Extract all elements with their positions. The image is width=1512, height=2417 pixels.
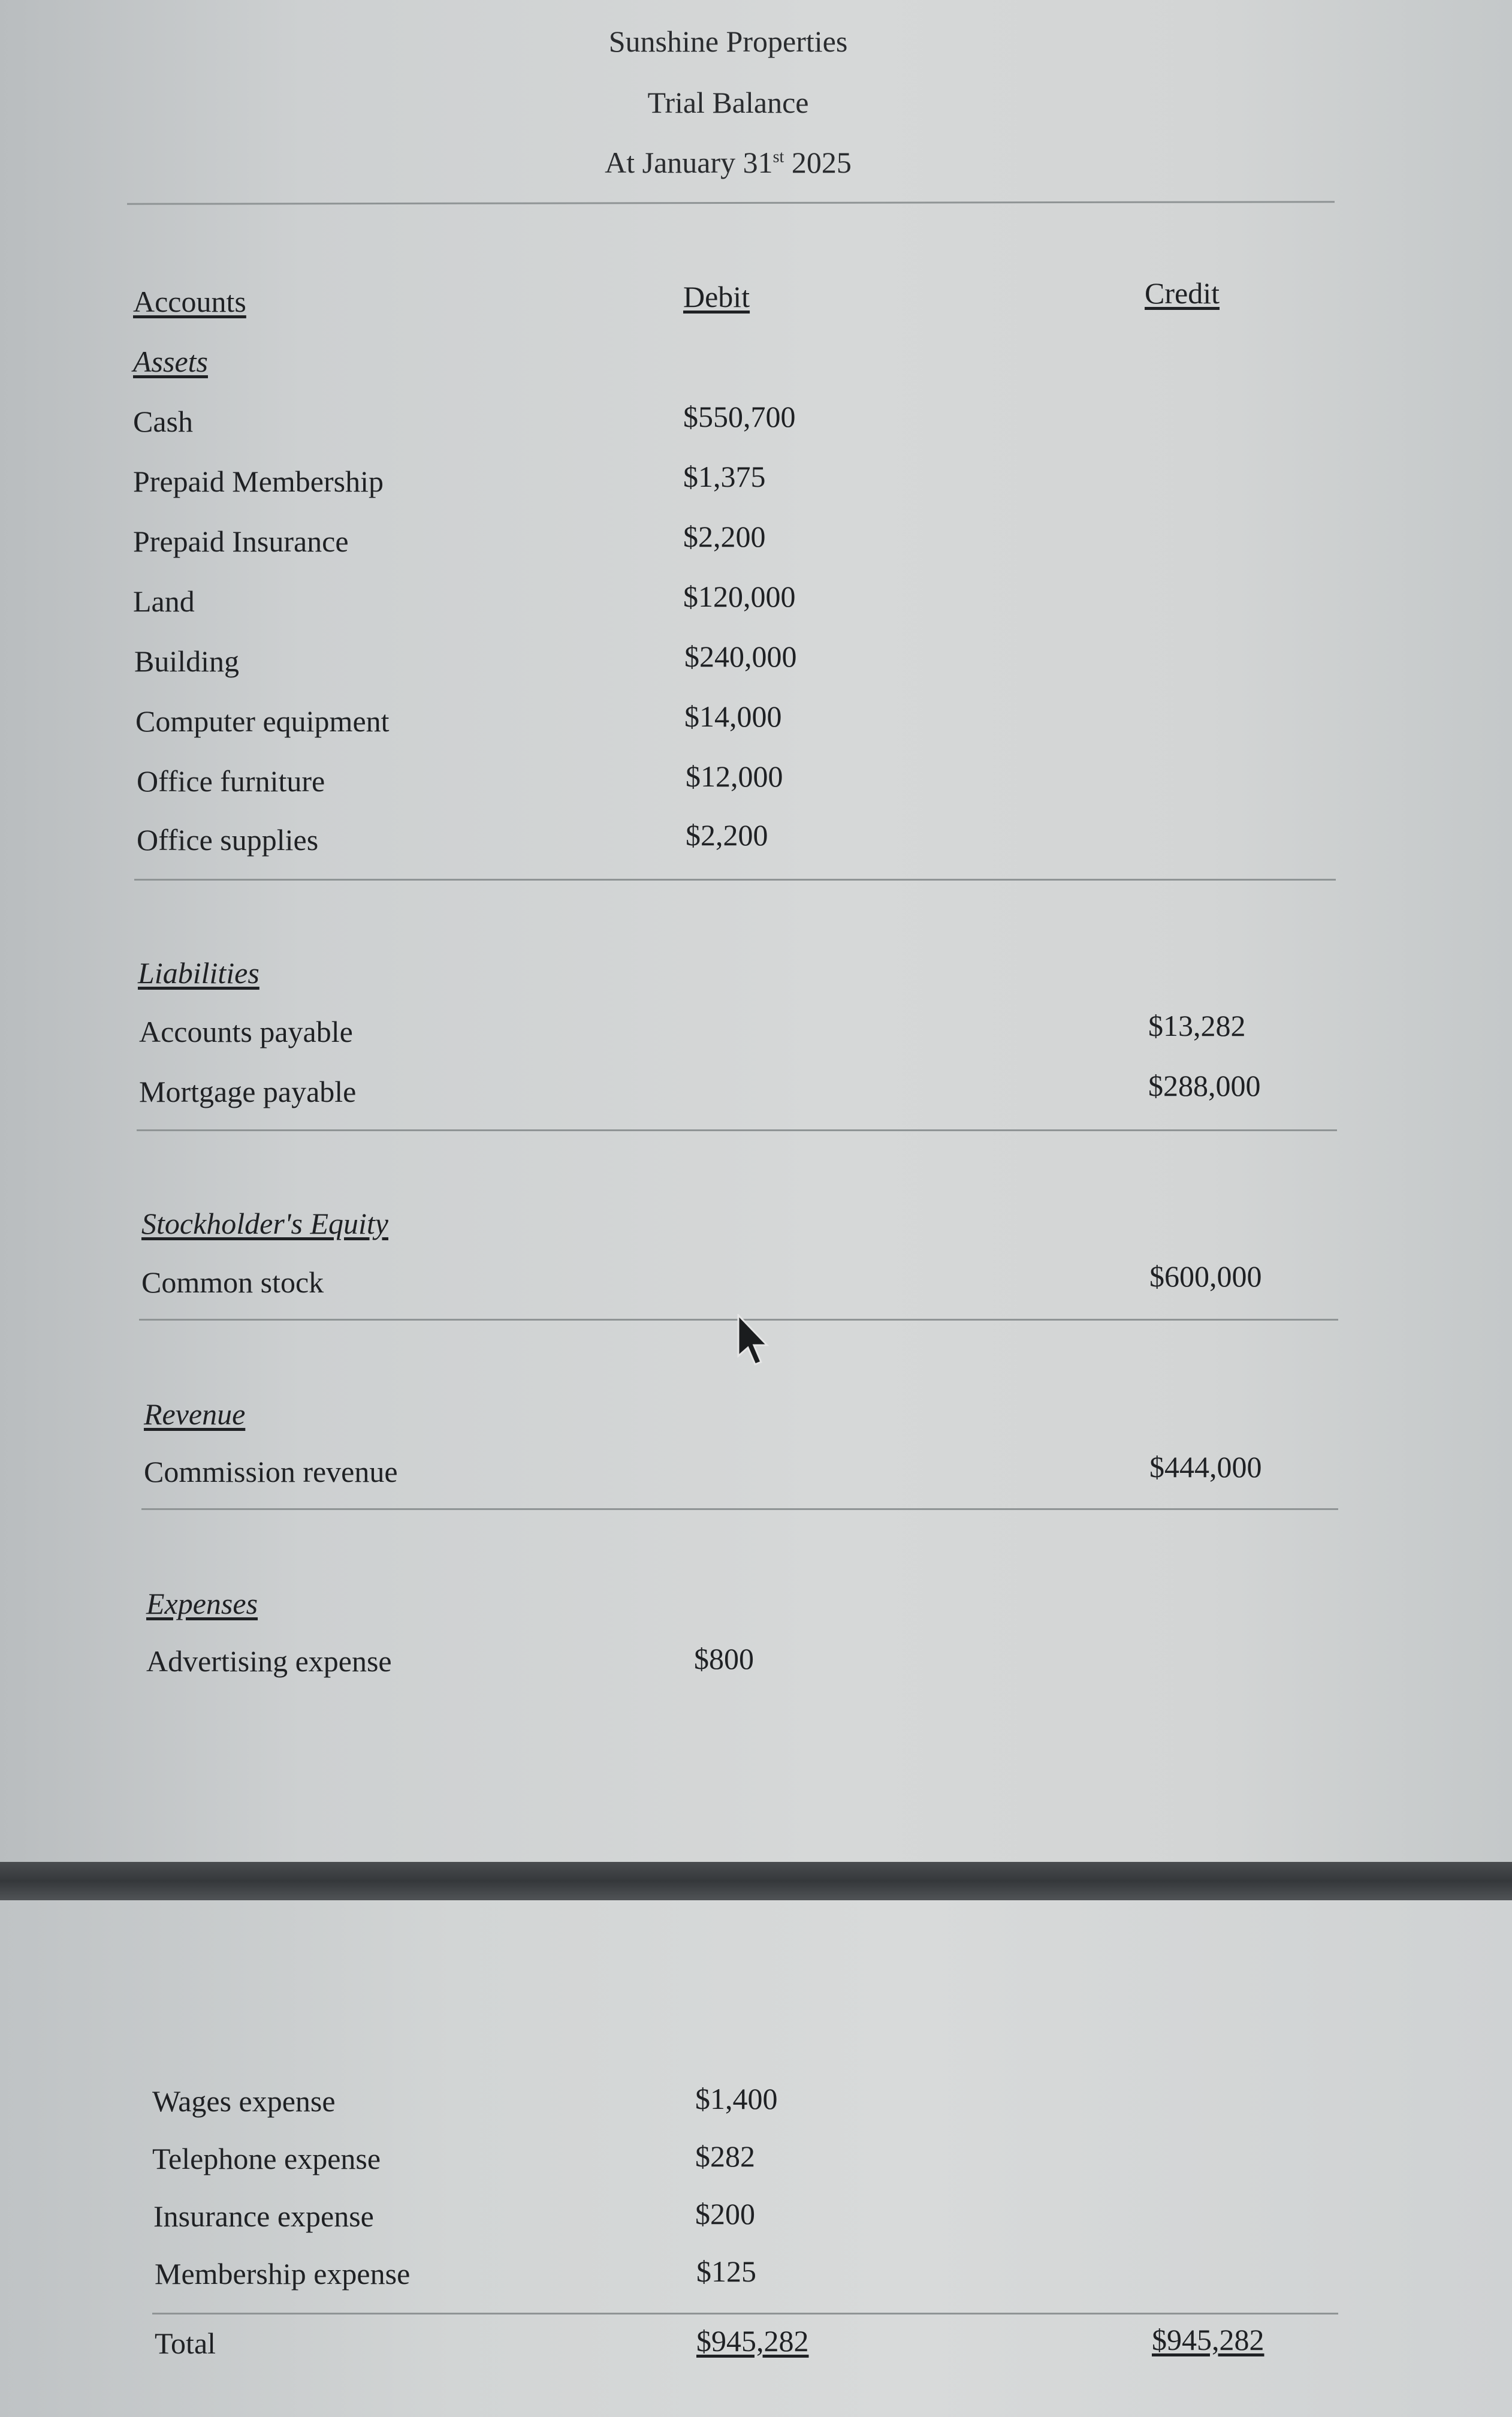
debit-value: $282 bbox=[695, 2139, 755, 2173]
credit-value: $288,000 bbox=[1148, 1069, 1261, 1102]
table-row-label: Prepaid Insurance bbox=[133, 525, 349, 558]
debit-value: $2,200 bbox=[686, 818, 768, 852]
debit-value: $800 bbox=[694, 1642, 754, 1675]
credit-value: $600,000 bbox=[1149, 1259, 1262, 1293]
table-row-label: Common stock bbox=[141, 1265, 324, 1299]
report-date: At January 31st 2025 bbox=[605, 146, 852, 179]
debit-value: $2,200 bbox=[683, 520, 766, 553]
credit-value: $444,000 bbox=[1149, 1450, 1262, 1484]
revenue-section-title: Revenue bbox=[144, 1397, 246, 1431]
debit-value: $1,400 bbox=[695, 2082, 778, 2115]
debit-value: $550,700 bbox=[683, 400, 796, 433]
screen-divider bbox=[0, 1862, 1512, 1900]
table-row-label: Prepaid Membership bbox=[133, 465, 384, 498]
table-row-label: Land bbox=[133, 584, 195, 618]
debit-value: $12,000 bbox=[686, 760, 783, 793]
liabilities-section-title: Liabilities bbox=[138, 956, 259, 990]
debit-value: $125 bbox=[696, 2255, 756, 2288]
table-row-label: Membership expense bbox=[155, 2257, 411, 2291]
accounts-column-header: Accounts bbox=[133, 285, 246, 318]
table-row-label: Office furniture bbox=[137, 764, 325, 798]
table-row-label: Advertising expense bbox=[146, 1644, 392, 1678]
table-row-label: Mortgage payable bbox=[139, 1075, 357, 1108]
debit-value: $1,375 bbox=[683, 460, 766, 493]
total-credit: $945,282 bbox=[1152, 2323, 1264, 2356]
mouse-cursor-icon bbox=[736, 1314, 772, 1368]
debit-value: $200 bbox=[695, 2197, 755, 2231]
table-row-label: Building bbox=[134, 644, 240, 678]
credit-value: $13,282 bbox=[1148, 1009, 1246, 1042]
table-row-label: Wages expense bbox=[152, 2084, 336, 2118]
liabilities-divider bbox=[137, 1129, 1337, 1131]
report-title: Trial Balance bbox=[647, 86, 809, 119]
expenses-divider bbox=[152, 2313, 1338, 2314]
debit-value: $14,000 bbox=[684, 700, 782, 733]
table-row-label: Cash bbox=[133, 405, 193, 438]
debit-value: $120,000 bbox=[683, 580, 796, 613]
expenses-section-title: Expenses bbox=[146, 1587, 258, 1620]
debit-value: $240,000 bbox=[684, 640, 797, 673]
table-row-label: Accounts payable bbox=[139, 1015, 353, 1048]
table-row-label: Office supplies bbox=[137, 823, 319, 857]
company-name: Sunshine Properties bbox=[608, 25, 848, 58]
table-row-label: Commission revenue bbox=[144, 1455, 398, 1488]
total-debit: $945,282 bbox=[696, 2324, 809, 2358]
table-row-label: Computer equipment bbox=[135, 704, 390, 738]
debit-column-header: Debit bbox=[683, 280, 750, 314]
assets-divider bbox=[134, 879, 1336, 881]
revenue-divider bbox=[141, 1508, 1338, 1510]
equity-section-title: Stockholder's Equity bbox=[141, 1207, 388, 1240]
credit-column-header: Credit bbox=[1145, 276, 1220, 310]
table-row-label: Insurance expense bbox=[153, 2199, 374, 2233]
assets-section-title: Assets bbox=[133, 345, 208, 378]
table-row-label: Telephone expense bbox=[152, 2142, 381, 2175]
total-label: Total bbox=[155, 2326, 216, 2360]
